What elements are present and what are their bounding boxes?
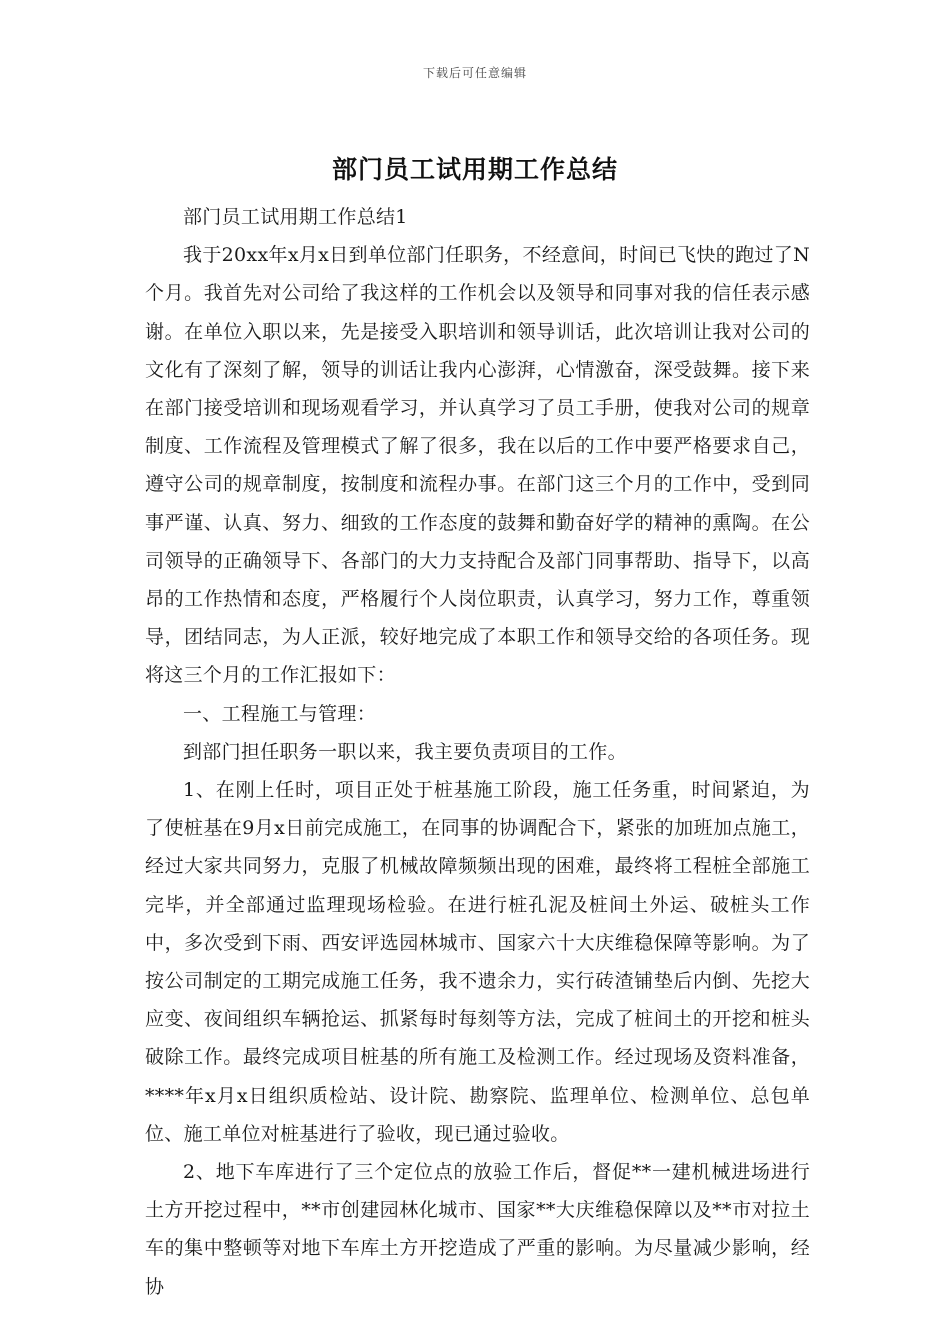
paragraph-subtitle: 部门员工试用期工作总结1: [183, 206, 408, 228]
paragraph-duty: 到部门担任职务一职以来，我主要负责项目的工作。: [183, 740, 627, 763]
header-note: 下载后可任意编辑: [422, 66, 527, 80]
section-heading: 一、工程施工与管理：: [183, 702, 377, 725]
paragraph-item-2: 2、地下车库进行了三个定位点的放验工作后，督促**一建机械进场进行土方开挖过程中，**市创建园林化城市、国家**大庆维稳保障以及**市对拉土车的集中整顿等对地下车库土方开挖造成了严重的影响。为尽量减少影响，经协: [145, 1161, 810, 1298]
document-title: 部门员工试用期工作总结: [331, 155, 618, 184]
document-body: [145, 198, 810, 1306]
paragraph-intro: 我于20xx年x月x日到单位部门任职务，不经意间，时间已飞快的跑过了N个月。我首先对公司给了我这样的工作机会以及领导和同事对我的信任表示感谢。在单位入职以来，先是接受入职培训和领导训话，此次培训让我对公司的文化有了深刻了解，领导的训话让我内心澎湃，心情激奋，深受鼓舞。接下来在部门接受培训和现场观看学习，并认真学习了员工手册，使我对公司的规章制度、工作流程及管理模式了解了很多，我在以后的工作中要严格要求自己，遵守公司的规章制度，按制度和流程办事。在部门这三个月的工作中，受到同事严谨、认真、努力、细致的工作态度的鼓舞和勤奋好学的精神的熏陶。在公司领导的正确领导下、各部门的大力支持配合及部门同事帮助、指导下，以高昂的工作热情和态度，严格履行个人岗位职责，认真学习，努力工作，尊重领导，团结同志，为人正派，较好地完成了本职工作和领导交给的各项任务。现将这三个月的工作汇报如下：: [145, 244, 810, 687]
paragraph-item-1: 1、在刚上任时，项目正处于桩基施工阶段，施工任务重，时间紧迫，为了使桩基在9月x日前完成施工，在同事的协调配合下，紧张的加班加点施工，经过大家共同努力，克服了机械故障频频出现的困难，最终将工程桩全部施工完毕，并全部通过监理现场检验。在进行桩孔泥及桩间土外运、破桩头工作中，多次受到下雨、西安评选园林城市、国家六十大庆维稳保障等影响。为了按公司制定的工期完成施工任务，我不遗余力，实行砖渣铺垫后内倒、先挖大应变、夜间组织车辆抢运、抓紧每时每刻等方法，完成了桩间土的开挖和桩头破除工作。最终完成项目桩基的所有施工及检测工作。经过现场及资料准备，****年x月x日组织质检站、设计院、勘察院、监理单位、检测单位、总包单位、施工单位对桩基进行了验收，现已通过验收。: [145, 779, 810, 1145]
